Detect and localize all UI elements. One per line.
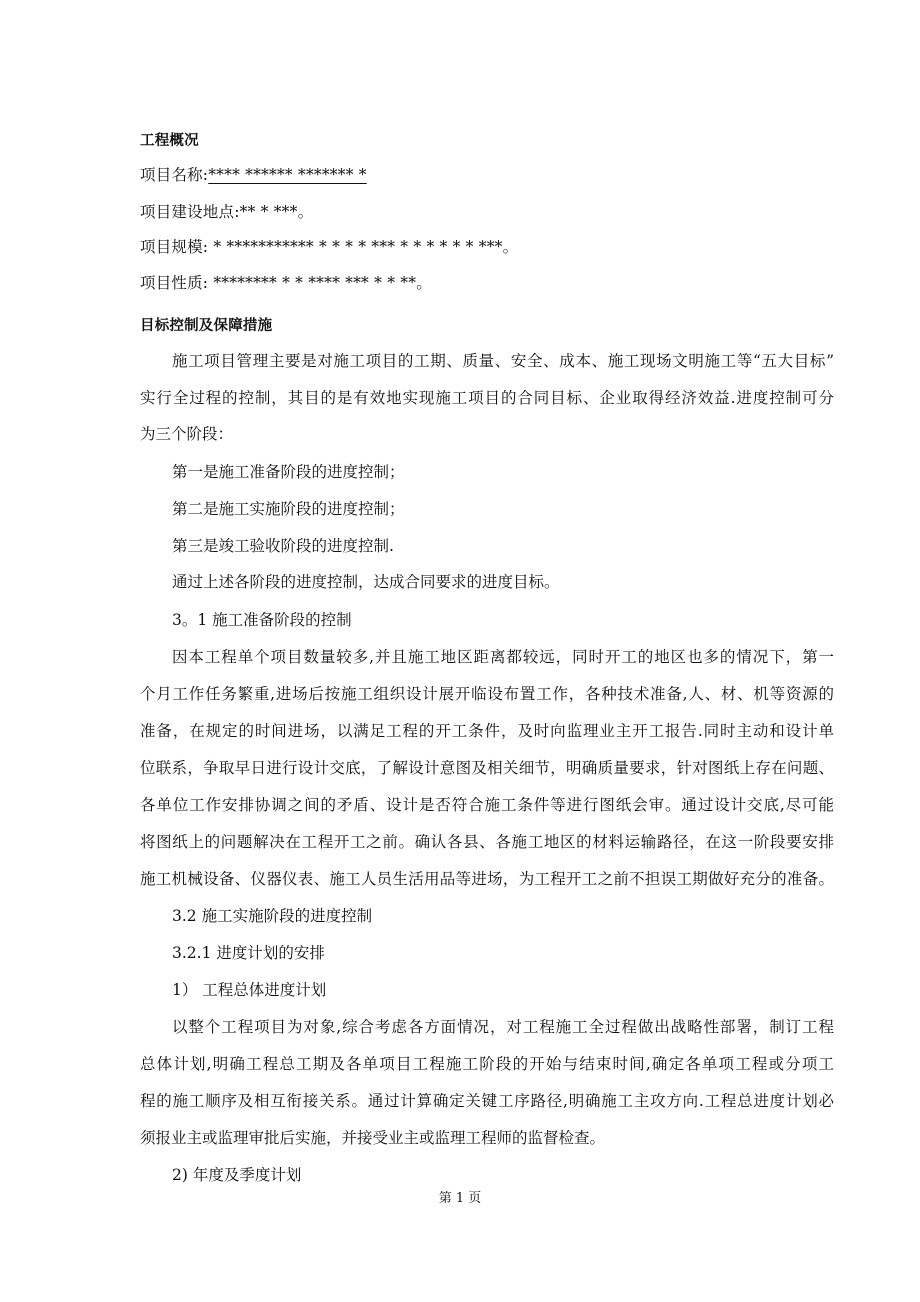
paragraph-line: 各单位工作安排协调之间的矛盾、设计是否符合施工条件等进行图纸会审。通过设计交底,尽可能 (140, 796, 834, 814)
paragraph-line: 因本工程单个项目数量较多,并且施工地区距离都较远，同时开工的地区也多的情况下，第一 (172, 648, 834, 666)
paragraph-line: 个月工作任务繁重,进场后按施工组织设计展开临设布置工作，各种技术准备,人、材、机等资源的 (140, 685, 834, 703)
stage-item-3: 第三是竣工验收阶段的进度控制. (172, 537, 394, 555)
paragraph-line: 为三个阶段： (140, 425, 234, 443)
project-name-row (140, 165, 367, 185)
paragraph-line: 将图纸上的问题解决在工程开工之前。确认各县、各施工地区的材料运输路径，在这一阶段要安排 (140, 833, 834, 851)
paragraph-line: 位联系，争取早日进行设计交底，了解设计意图及相关细节，明确质量要求，针对图纸上存在问题、 (140, 759, 834, 777)
page-number: 第 1 页 (438, 1191, 482, 1206)
section-heading-3-1: 3。1 施工准备阶段的控制 (172, 611, 352, 629)
stage-item-2: 第二是施工实施阶段的进度控制； (172, 500, 405, 518)
section-heading-target: 目标控制及保障措施 (140, 318, 273, 334)
paragraph-line: 施工机械设备、仪器仪表、施工人员生活用品等进场，为工程开工之前不担误工期做好充分的准备。 (140, 870, 834, 888)
stage-item-1: 第一是施工准备阶段的进度控制； (172, 463, 405, 481)
summary-text: 通过上述各阶段的进度控制，达成合同要求的进度目标。 (172, 573, 560, 591)
paragraph-line: 程的施工顺序及相互衔接关系。通过计算确定关键工序路径,明确施工主攻方向.工程总进度计划必 (140, 1092, 834, 1110)
section-heading-3-2: 3.2 施工实施阶段的进度控制 (172, 907, 373, 925)
paragraph-line: 施工项目管理主要是对施工项目的工期、质量、安全、成本、施工现场文明施工等“五大目标” (172, 352, 834, 370)
section-heading-3-2-1: 3.2.1 进度计划的安排 (172, 944, 325, 962)
project-name-label: 项目名称: (140, 166, 209, 184)
paragraph-line: 准备，在规定的时间进场，以满足工程的开工条件，及时向监理业主开工报告.同时主动和设计单 (140, 722, 834, 740)
section-heading-overview: 工程概况 (140, 133, 199, 149)
project-scale: 项目规模: * *********** * * * * *** * * * * * * ***。 (140, 238, 519, 256)
project-location: 项目建设地点:** * ***。 (140, 203, 314, 221)
paragraph-line: 实行全过程的控制，其目的是有效地实现施工项目的合同目标、企业取得经济效益.进度控制可分 (140, 389, 834, 407)
paragraph-line: 以整个工程项目为对象,综合考虑各方面情况，对工程施工全过程做出战略性部署，制订工程 (172, 1018, 834, 1036)
paragraph-line: 须报业主或监理审批后实施，并接受业主或监理工程师的监督检查。 (140, 1129, 606, 1147)
project-name-value: **** ****** ******* * (208, 166, 367, 184)
list-item-1: 1） 工程总体进度计划 (172, 981, 327, 999)
project-nature: 项目性质: ******** * * **** *** * * **。 (140, 274, 432, 292)
paragraph-line: 总体计划,明确工程总工期及各单项目工程施工阶段的开始与结束时间,确定各单项工程或分项工 (140, 1055, 834, 1073)
list-item-2: 2) 年度及季度计划 (172, 1166, 302, 1184)
